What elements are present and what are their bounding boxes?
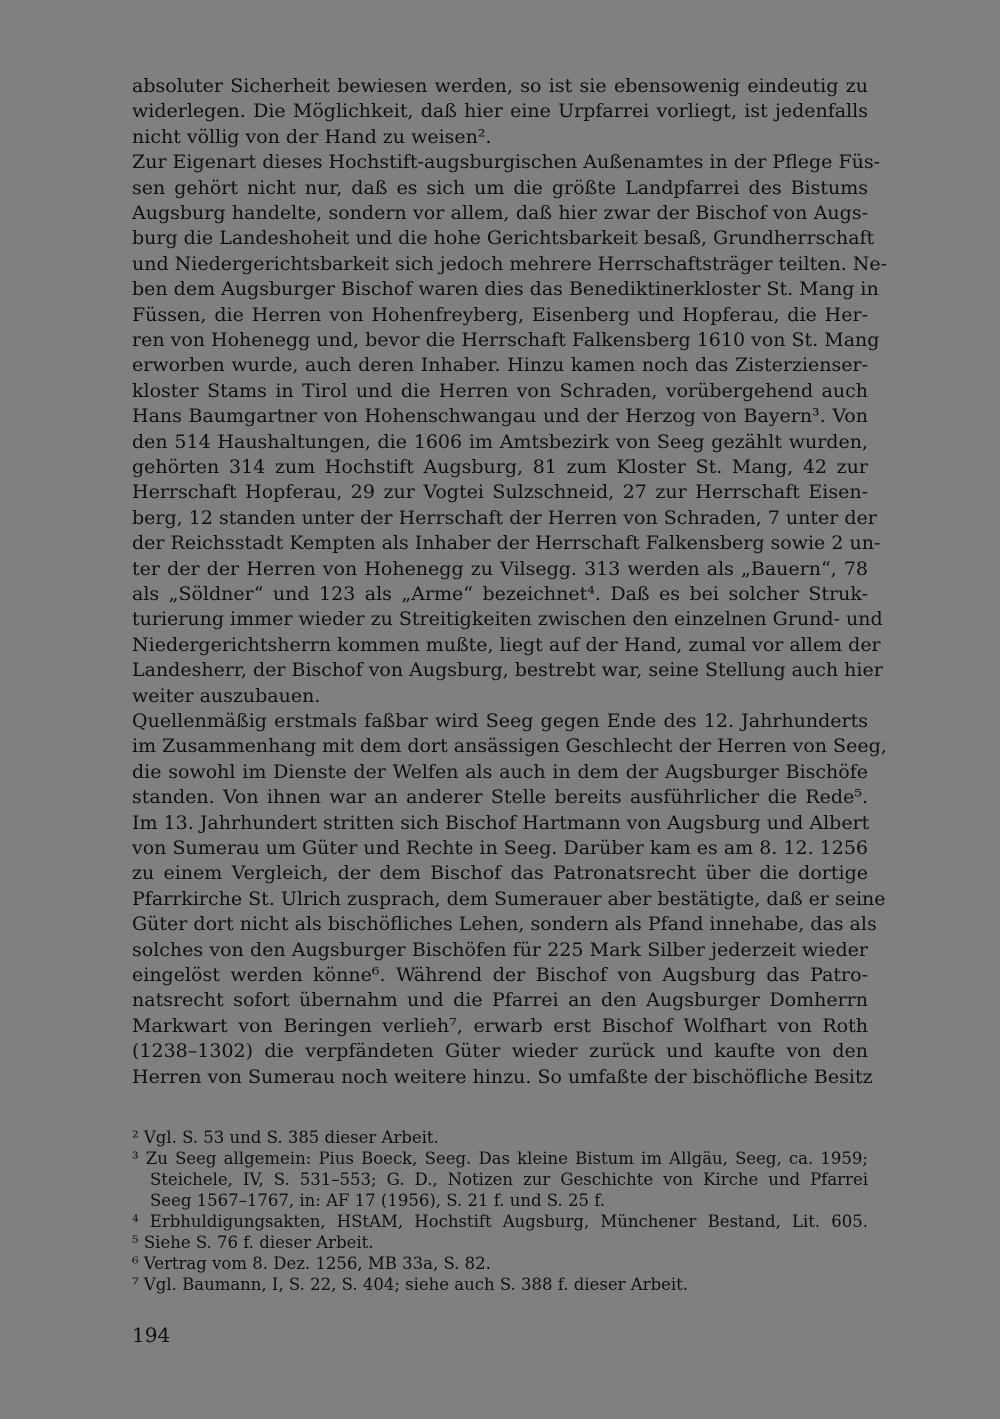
text-line: Markwart von Beringen verlieh⁷, erwarb erst Bischof Wolfhart von Roth bbox=[132, 1014, 868, 1037]
text-line: ter der der Herren von Hohenegg zu Vilsegg. 313 werden als „Bauern“, 78 bbox=[132, 557, 868, 580]
text-line: berg, 12 standen unter der Herrschaft der Herren von Schraden, 7 unter der bbox=[132, 506, 877, 529]
text-line: eingelöst werden könne⁶. Während der Bischof von Augsburg das Patro- bbox=[132, 964, 868, 986]
text-line: Im 13. Jahrhundert stritten sich Bischof Hartmann von Augsburg und Albert bbox=[132, 811, 870, 834]
text-line: Zur Eigenart dieses Hochstift-augsburgischen Außenamtes in der Pflege Füs- bbox=[132, 151, 881, 174]
text-line: burg die Landeshoheit und die hohe Gerichtsbarkeit besaß, Grundherrschaft bbox=[132, 227, 875, 250]
text-line: Füssen, die Herren von Hohenfreyberg, Eisenberg und Hopferau, die Her- bbox=[132, 303, 868, 326]
text-line: zu einem Vergleich, der dem Bischof das Patronatsrecht über die dortige bbox=[132, 862, 868, 885]
text-line: solches von den Augsburger Bischöfen für 225 Mark Silber jederzeit wieder bbox=[132, 938, 868, 961]
text-line: Herrschaft Hopferau, 29 zur Vogtei Sulzschneid, 27 zur Herrschaft Eisen- bbox=[132, 481, 868, 504]
text-line: turierung immer wieder zu Streitigkeiten zwischen den einzelnen Grund- und bbox=[132, 608, 883, 631]
text-line: nicht völlig von der Hand zu weisen². bbox=[132, 125, 492, 148]
text-line: Hans Baumgartner von Hohenschwangau und der Herzog von Bayern³. Von bbox=[132, 405, 868, 428]
text-line: ren von Hohenegg und, bevor die Herrschaft Falkensberg 1610 von St. Mang bbox=[132, 329, 880, 351]
text-line: den 514 Haushaltungen, die 1606 im Amtsbezirk von Seeg gezählt wurden, bbox=[132, 430, 868, 453]
text-line: und Niedergerichtsbarkeit sich jedoch mehrere Herrschaftsträger teilten. Ne- bbox=[132, 252, 888, 275]
text-line: (1238–1302) die verpfändeten Güter wieder zurück und kaufte von den bbox=[132, 1040, 868, 1063]
text-line: kloster Stams in Tirol und die Herren von Schraden, vorübergehend auch bbox=[132, 379, 868, 402]
text-line: standen. Von ihnen war an anderer Stelle bereits ausführlicher die Rede⁵. bbox=[132, 786, 868, 809]
text-line: Pfarrkirche St. Ulrich zusprach, dem Sumerauer aber bestätigte, daß er seine bbox=[132, 887, 886, 910]
text-line: Herren von Sumerau noch weitere hinzu. So umfaßte der bischöfliche Besitz bbox=[132, 1065, 873, 1088]
text-line: weiter auszubauen. bbox=[132, 684, 321, 707]
footnote-line: Seeg 1567–1767, in: AF 17 (1956), S. 21 f. und S. 25 f. bbox=[150, 1191, 605, 1210]
footnote-line: ³ Zu Seeg allgemein: Pius Boeck, Seeg. Das kleine Bistum im Allgäu, Seeg, ca. 1959; bbox=[132, 1149, 868, 1168]
text-line: erworben wurde, auch deren Inhaber. Hinzu kamen noch das Zisterzienser- bbox=[132, 354, 868, 377]
text-line: der Reichsstadt Kempten als Inhaber der Herrschaft Falkensberg sowie 2 un- bbox=[132, 532, 881, 555]
text-line: als „Söldner“ und 123 als „Arme“ bezeichnet⁴. Daß es bei solcher Struk- bbox=[132, 583, 868, 605]
footnote-line: ⁵ Siehe S. 76 f. dieser Arbeit. bbox=[132, 1233, 374, 1252]
text-line: Augsburg handelte, sondern vor allem, daß hier zwar der Bischof von Augs- bbox=[132, 202, 868, 224]
text-line: Niedergerichtsherrn kommen mußte, liegt auf der Hand, zumal vor allem der bbox=[132, 633, 881, 656]
text-line: absoluter Sicherheit bewiesen werden, so ist sie ebensowenig eindeutig zu bbox=[132, 75, 868, 97]
text-line: ben dem Augsburger Bischof waren dies das Benediktinerkloster St. Mang in bbox=[132, 278, 879, 301]
page-number: 194 bbox=[132, 1323, 171, 1347]
footnote-line: ⁷ Vgl. Baumann, I, S. 22, S. 404; siehe auch S. 388 f. dieser Arbeit. bbox=[132, 1275, 689, 1294]
text-line: im Zusammenhang mit dem dort ansässigen Geschlecht der Herren von Seeg, bbox=[132, 735, 887, 758]
footnote-line: ² Vgl. S. 53 und S. 385 dieser Arbeit. bbox=[132, 1128, 439, 1147]
text-line: Güter dort nicht als bischöfliches Lehen, sondern als Pfand innehabe, das als bbox=[132, 913, 877, 936]
footnote-line: ⁴ Erbhuldigungsakten, HStAM, Hochstift Augsburg, Münchener Bestand, Lit. 605. bbox=[132, 1212, 868, 1231]
footnote-line: ⁶ Vertrag vom 8. Dez. 1256, MB 33a, S. 82. bbox=[132, 1254, 491, 1273]
text-line: natsrecht sofort übernahm und die Pfarrei an den Augsburger Domherrn bbox=[132, 989, 868, 1012]
text-line: die sowohl im Dienste der Welfen als auch in dem der Augsburger Bischöfe bbox=[132, 760, 868, 783]
text-line: von Sumerau um Güter und Rechte in Seeg. Darüber kam es am 8. 12. 1256 bbox=[132, 837, 868, 859]
text-line: Landesherr, der Bischof von Augsburg, bestrebt war, seine Stellung auch hier bbox=[132, 659, 883, 682]
footnote-line: Steichele, IV, S. 531–553; G. D., Notizen zur Geschichte von Kirche und Pfarrei bbox=[150, 1170, 868, 1189]
text-line: sen gehört nicht nur, daß es sich um die größte Landpfarrei des Bistums bbox=[132, 176, 868, 199]
text-line: gehörten 314 zum Hochstift Augsburg, 81 zum Kloster St. Mang, 42 zur bbox=[132, 456, 868, 478]
text-line: Quellenmäßig erstmals faßbar wird Seeg gegen Ende des 12. Jahrhunderts bbox=[132, 710, 868, 732]
text-line: widerlegen. Die Möglichkeit, daß hier eine Urpfarrei vorliegt, ist jedenfalls bbox=[132, 100, 868, 123]
